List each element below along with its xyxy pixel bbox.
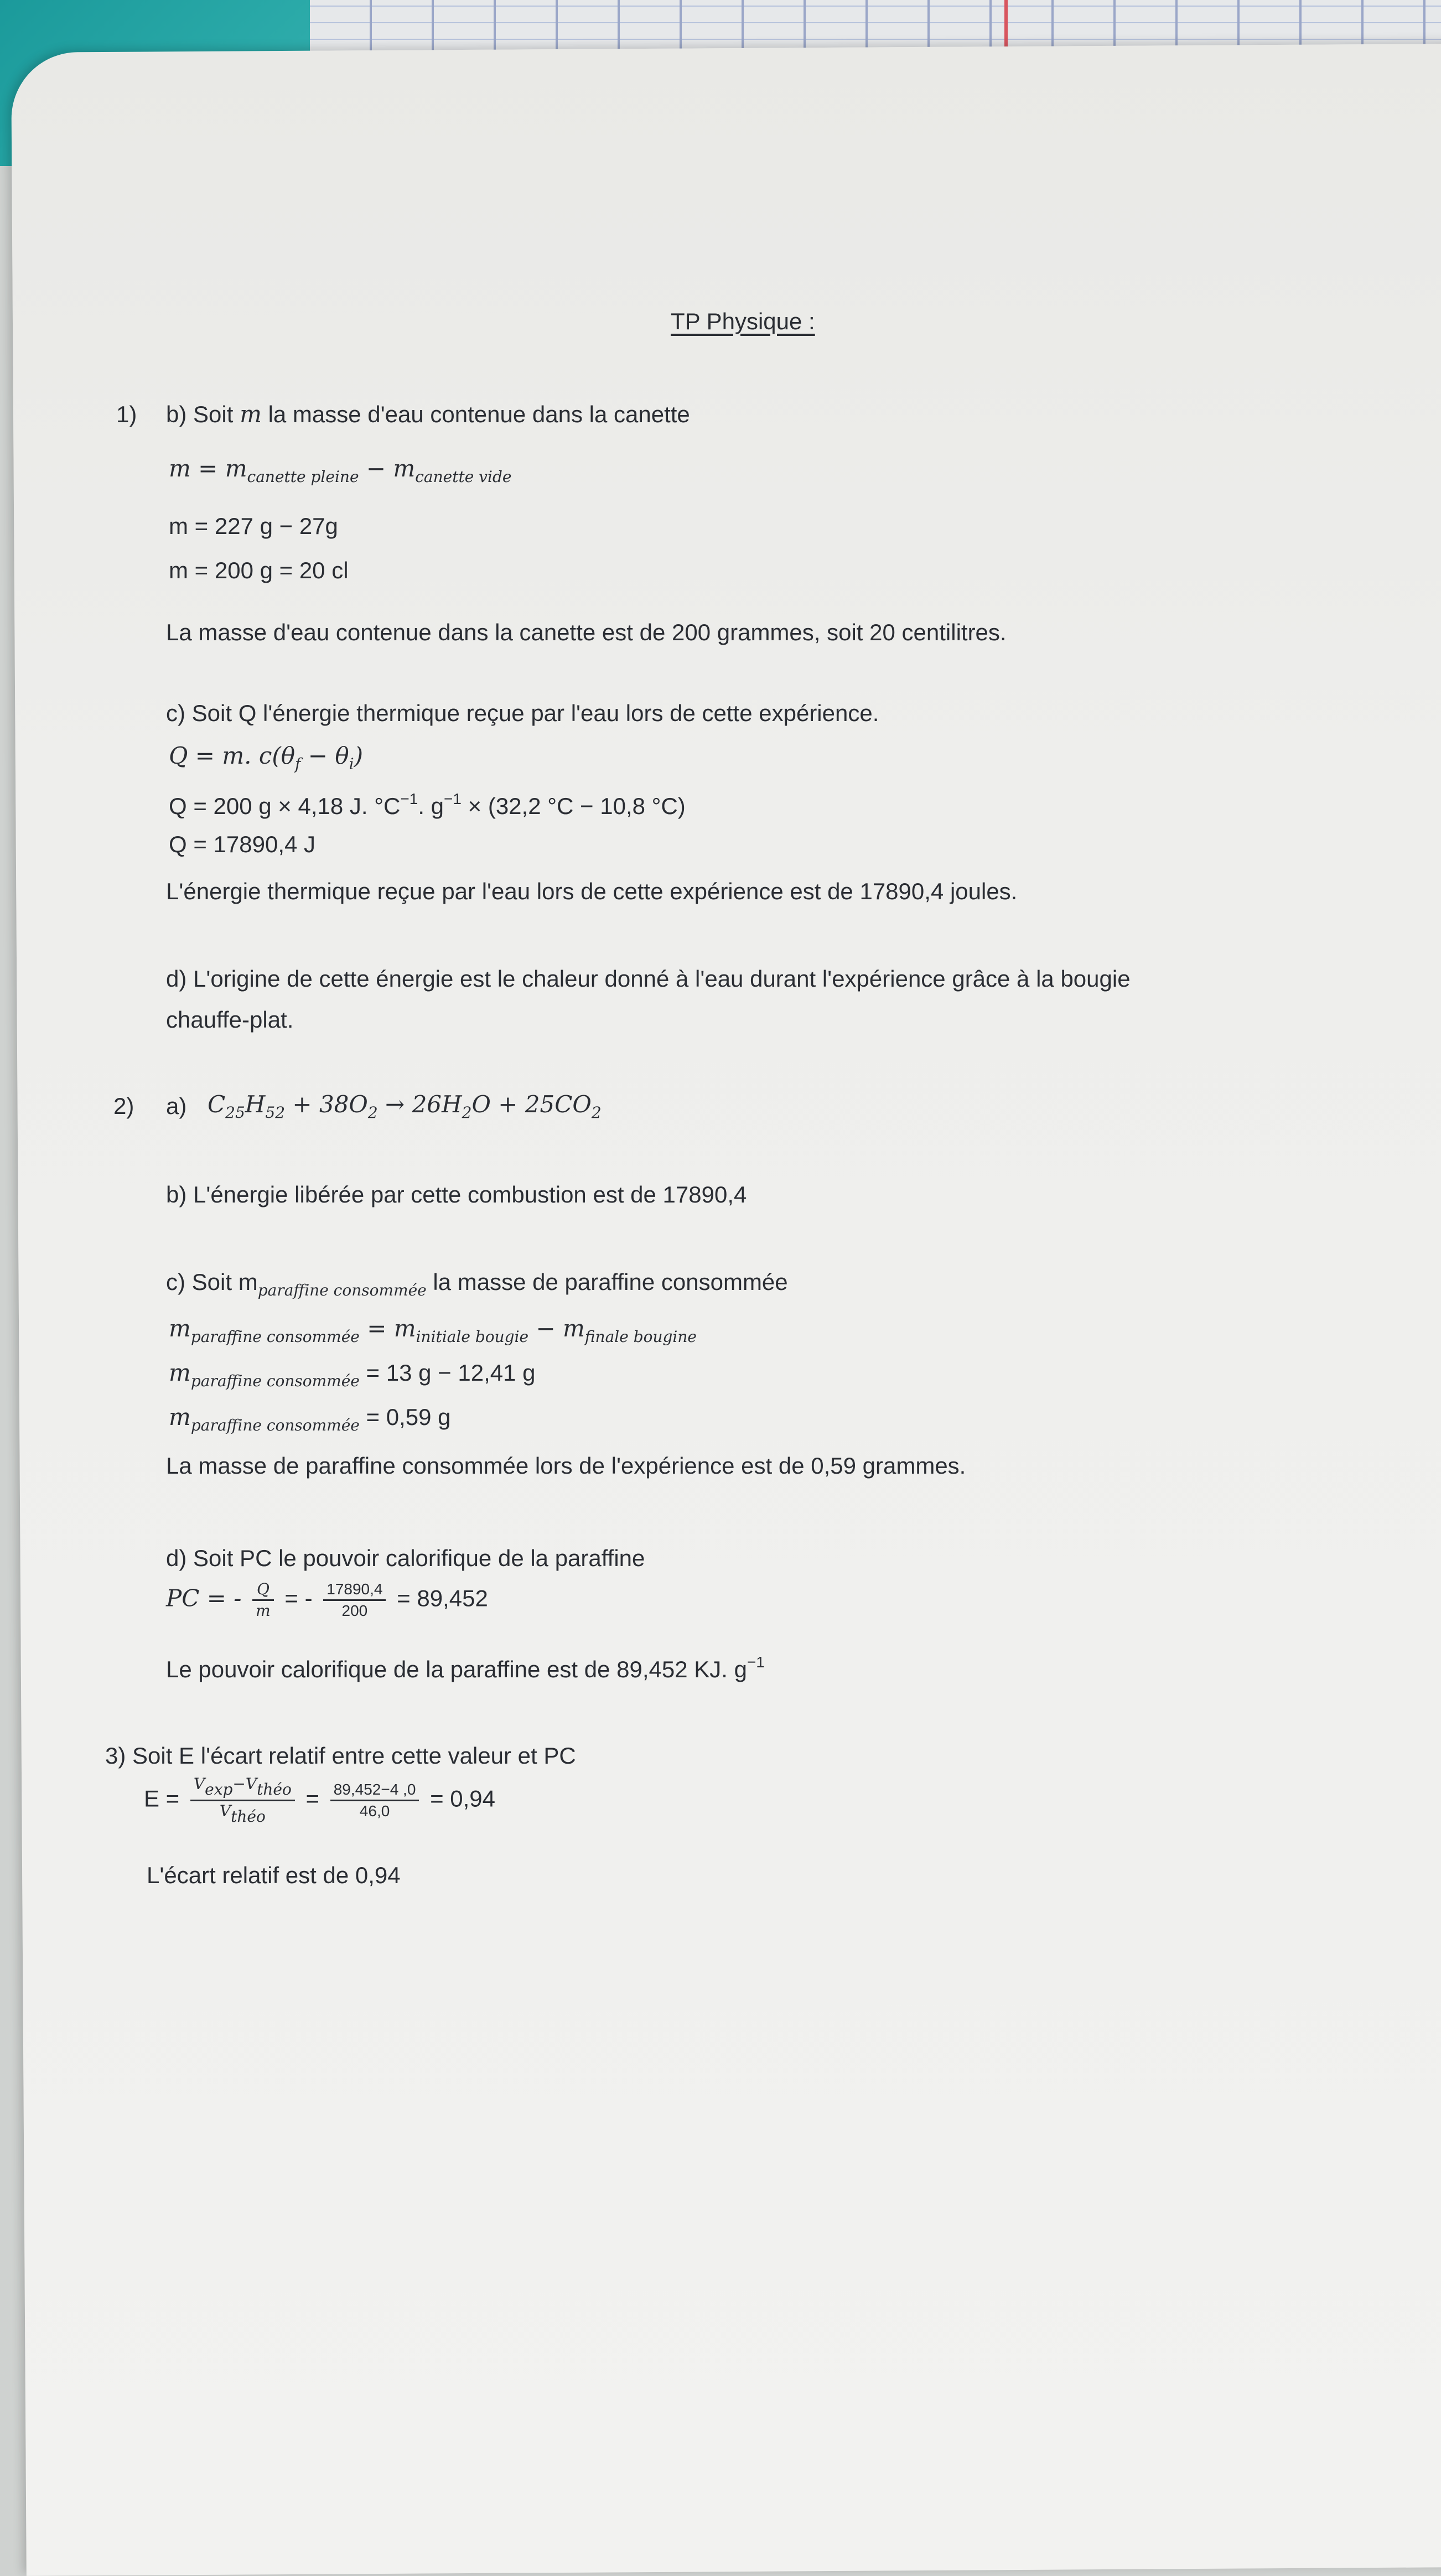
q2c-intro: c) Soit $m_{paraffine consommée}$ la masse de paraffine consommée	[166, 1269, 788, 1299]
q1c-equation-2: Q = 200 g × 4,18 J. $^\circ C^{-1}$. $g^{-1} \times (32,2$ °C − 10,8 °C)	[169, 790, 686, 819]
q1b-equation-2: m = 227 g − 27g	[169, 513, 338, 539]
fraction-relative-error: $\frac{\text{Vexp−Vthéo}}{\text{Vthéo}}$	[190, 1776, 295, 1825]
q1b-intro: b) Soit m la masse d'eau contenue dans la canette	[166, 401, 690, 428]
q1-number: 1)	[116, 401, 137, 427]
q2d-equation: PC = - $\frac{Q}{m}$ = - $\frac{17890,4}{200}$ = 89,452	[166, 1580, 488, 1620]
q1c-intro: c) Soit Q l'énergie thermique reçue par l'eau lors de cette expérience.	[166, 700, 879, 726]
q1d-line-1: d) L'origine de cette énergie est le chaleur donné à l'eau durant l'expérience grâce à la bougie	[166, 966, 1131, 992]
q1b-conclusion: La masse d'eau contenue dans la canette est de 200 grammes, soit 20 centilitres.	[166, 619, 1007, 645]
q2a-label: a)	[166, 1093, 187, 1119]
q1d-line-2: chauffe-plat.	[166, 1007, 294, 1033]
q2-number: 2)	[113, 1093, 134, 1119]
fraction-q-over-m: $\frac{Q}{m}$	[252, 1582, 274, 1619]
q1c-equation-1: Q = m. $c(\theta_f - \theta_i)$	[169, 742, 363, 773]
q3-conclusion: L'écart relatif est de 0,94	[147, 1862, 401, 1888]
q2c-conclusion: La masse de paraffine consommée lors de l'expérience est de 0,59 grammes.	[166, 1453, 966, 1479]
page-title: TP Physique :	[671, 308, 815, 334]
q2a-equation: $C_{25}H_{52} + 38O_2 \to 26H_2O + 25CO_2$	[208, 1091, 602, 1122]
fraction-numeric: $\frac{17890,4}{200}$	[323, 1582, 386, 1619]
fraction-numeric-error: $\frac{89,452-4 ,0}{46,0}$	[330, 1782, 419, 1819]
q1c-conclusion: L'énergie thermique reçue par l'eau lors de cette expérience est de 17890,4 joules.	[166, 878, 1018, 904]
q2c-equation-3: $m_{paraffine consommée} = 0,59$ g	[169, 1403, 451, 1434]
q3-intro: 3) Soit E l'écart relatif entre cette valeur et PC	[105, 1743, 576, 1769]
q1c-equation-3: Q = 17890,4 J	[169, 831, 316, 857]
q1b-equation-1: $m = m_{canette pleine} - m_{canette vide}$	[169, 455, 512, 486]
q2b-text: b) L'énergie libérée par cette combustion est de 17890,4	[166, 1181, 747, 1207]
q1b-equation-3: m = 200 g = 20 cl	[169, 557, 349, 583]
q2d-conclusion: Le pouvoir calorifique de la paraffine est de 89,452 KJ. $g^{-1}$	[166, 1654, 765, 1682]
q2d-intro: d) Soit PC le pouvoir calorifique de la paraffine	[166, 1545, 645, 1571]
q2c-equation-1: $m_{paraffine consommée} = m_{initiale bougie} - m_{finale bougine}$	[169, 1315, 697, 1346]
q3-equation: E = $\frac{\text{Vexp−Vthéo}}{\text{Vthéo}}$ = $\frac{89,452-4 ,0}{46,0}$ = 0,94	[144, 1775, 496, 1826]
q2c-equation-2: $m_{paraffine consommée} = 13$ g − 12,41 g	[169, 1359, 536, 1390]
